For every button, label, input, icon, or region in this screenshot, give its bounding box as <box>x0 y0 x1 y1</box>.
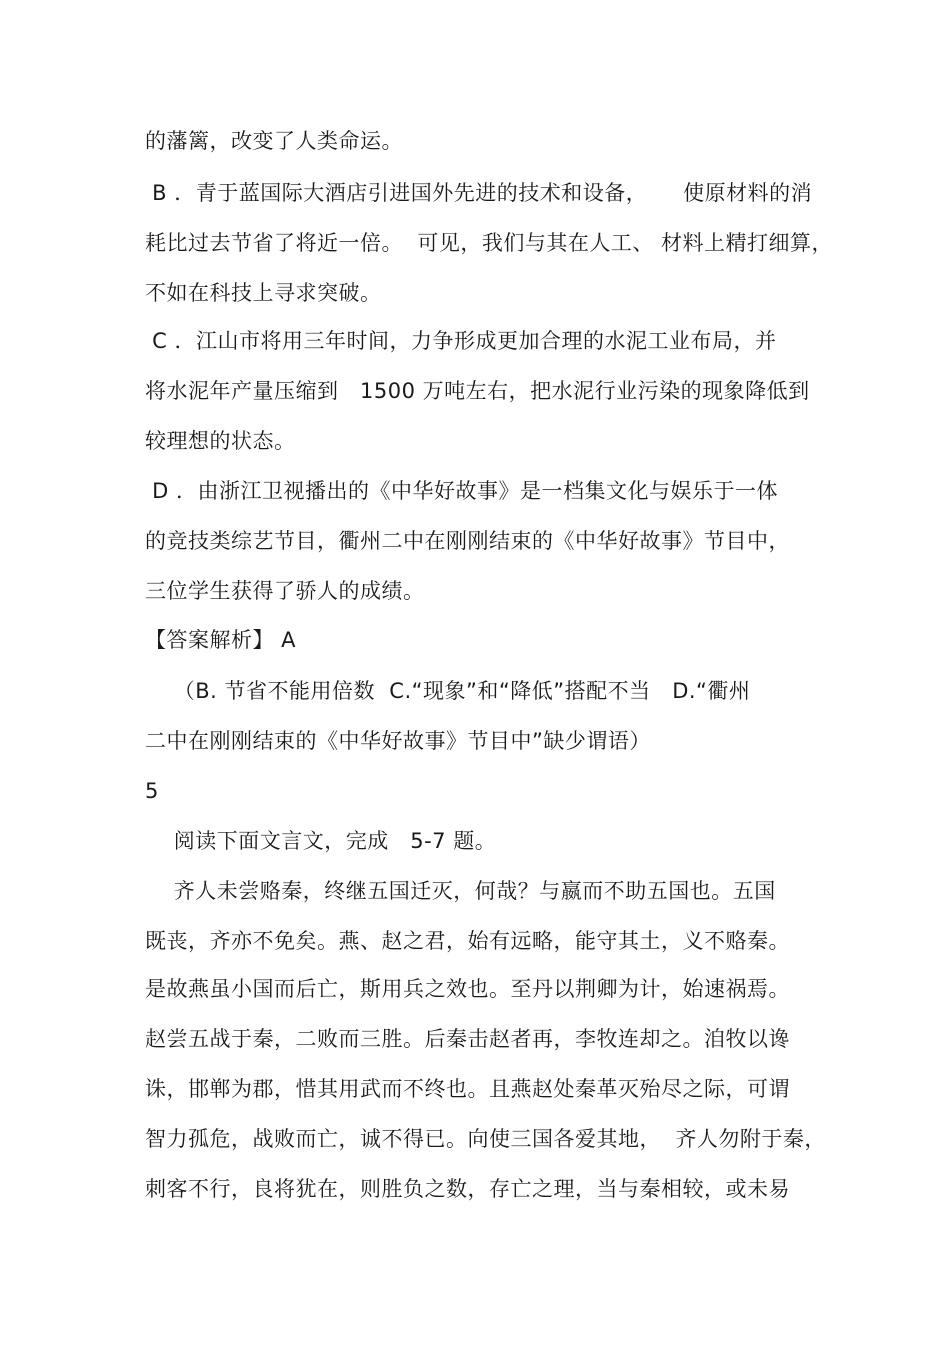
answer-heading: 【答案解析】 A <box>145 628 297 652</box>
passage-line: 赵尝五战于秦，二败而三胜。后秦击赵者再，李牧连却之。洎牧以谗 <box>145 1027 790 1051</box>
text-line: 三位学生获得了骄人的成绩。 <box>145 579 425 603</box>
text-line: 较理想的状态。 <box>145 429 296 453</box>
text-line: 的竞技类综艺节目，衢州二中在刚刚结束的《中华好故事》节目中， <box>145 529 790 553</box>
text-line: 将水泥年产量压缩到 1500 万吨左右，把水泥行业污染的现象降低到 <box>145 379 810 403</box>
option-c-line: C ．江山市将用三年时间，力争形成更加合理的水泥工业布局，并 <box>145 329 777 353</box>
answer-explanation: 二中在刚刚结束的《中华好故事》节目中”缺少谓语） <box>145 729 651 753</box>
passage-line: 诛，邯郸为郡，惜其用武而不终也。且燕赵处秦革灭殆尽之际，可谓 <box>145 1077 790 1101</box>
passage-line: 齐人未尝赂秦，终继五国迁灭，何哉？与嬴而不助五国也。五国 <box>145 879 776 903</box>
passage-line: 既丧，齐亦不免矣。燕、赵之君，始有远略，能守其土，义不赂秦。 <box>145 929 790 953</box>
instruction-line: 阅读下面文言文，完成 5-7 题。 <box>145 829 497 853</box>
passage-line: 智力孤危，战败而亡，诚不得已。向使三国各爱其地， 齐人勿附于秦， <box>145 1127 826 1151</box>
passage-line: 刺客不行，良将犹在，则胜负之数，存亡之理，当与秦相较，或未易 <box>145 1177 790 1201</box>
question-number: 5 <box>145 779 159 803</box>
text-line: 的藩篱，改变了人类命运。 <box>145 129 403 153</box>
answer-explanation: （B. 节省不能用倍数 C.“现象”和“降低”搭配不当 D.“衢州 <box>145 679 751 703</box>
text-line: 不如在科技上寻求突破。 <box>145 281 382 305</box>
option-b-line: B ．青于蓝国际大酒店引进国外先进的技术和设备， 使原材料的消 <box>145 181 813 205</box>
passage-line: 是故燕虽小国而后亡，斯用兵之效也。至丹以荆卿为计，始速祸焉。 <box>145 977 790 1001</box>
option-d-line: D ．由浙江卫视播出的《中华好故事》是一档集文化与娱乐于一体 <box>145 479 779 503</box>
text-line: 耗比过去节省了将近一倍。 可见，我们与其在人工、 材料上精打细算， <box>145 231 834 255</box>
